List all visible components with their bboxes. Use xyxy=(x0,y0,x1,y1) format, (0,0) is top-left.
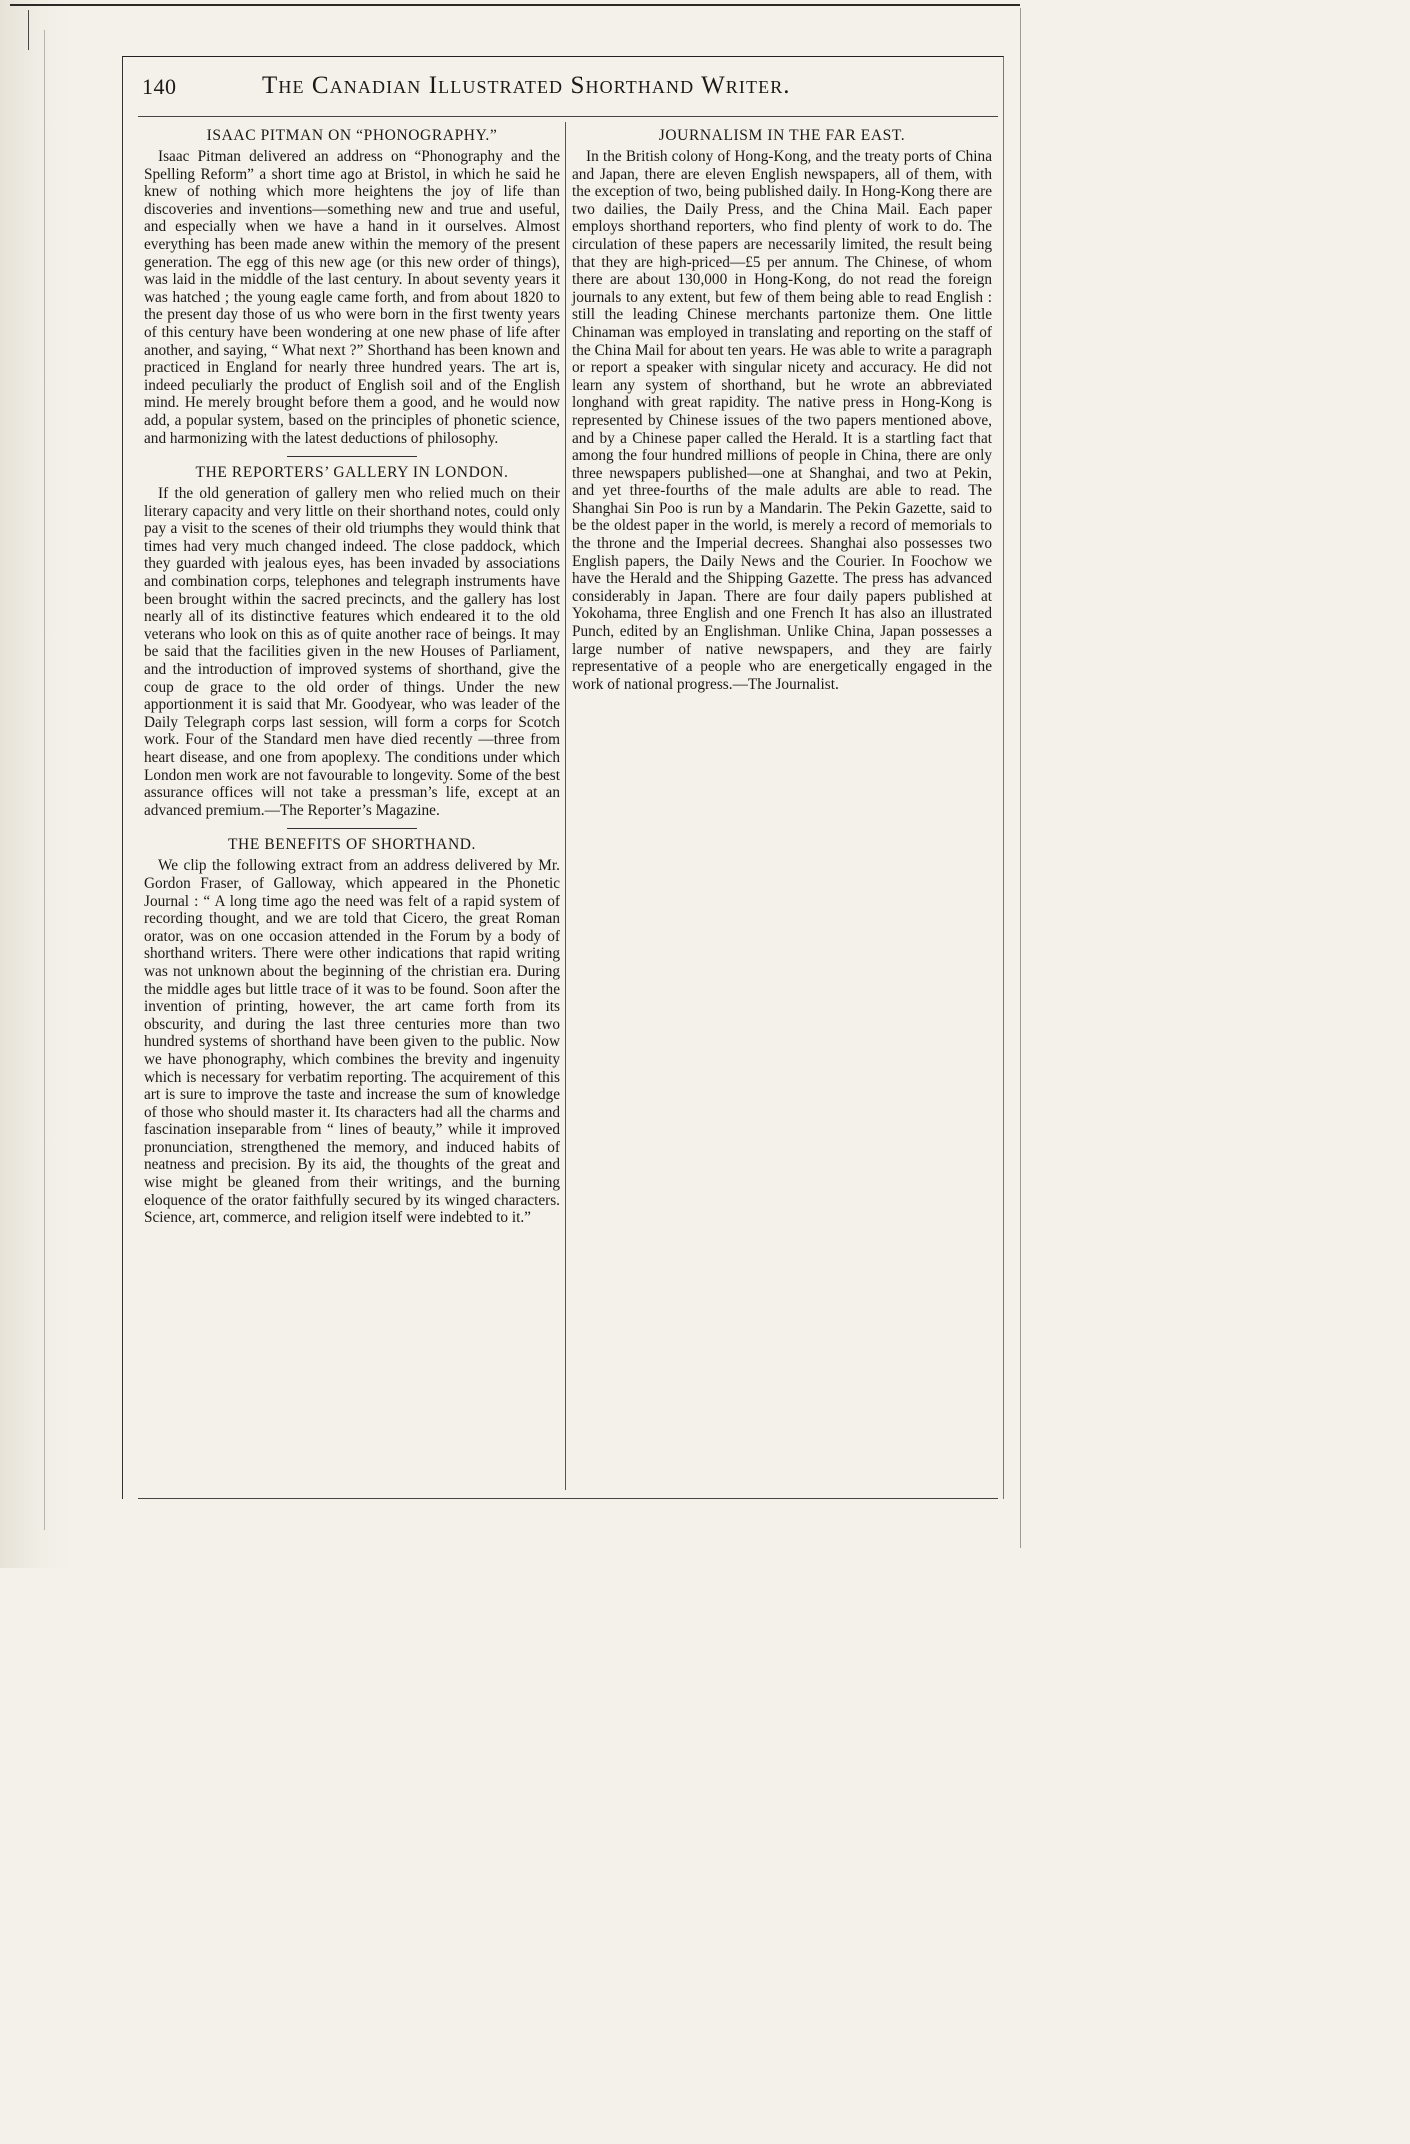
right-column xyxy=(572,122,992,693)
article-isaac-pitman xyxy=(144,126,560,447)
article-title: THE REPORTERS’ GALLERY IN LONDON. xyxy=(195,464,509,482)
article-paragraph: In the British colony of Hong-Kong, and the treaty ports of China and Japan, there are eleven English newspapers, all of them, with the exception of two, being published daily. In Hong-Kong there are two dailies, the Daily Press, and the China Mail. Each paper employs shorthand reporters, who find plenty of work to do. The circulation of these papers are necessarily limited, the result being that they are high-priced—£5 per annum. The Chinese, of whom there are about 130,000 in Hong-Kong, do not read the foreign journals to any extent, but few of them being able to read English : still the leading Chinese merchants partonize them. One little Chinaman was employed in translating and reporting on the staff of the China Mail for about ten years. He was able to write a paragraph or report a speaker with singular nicety and accuracy. He did not learn any system of shorthand, but he wrote an abbreviated longhand with great rapidity. The native press in Hong-Kong is represented by Chinese issues of the two papers mentioned above, and by a Chinese paper called the Herald. It is a startling fact that among the four hundred millions of people in China, there are only three newspapers published—one at Shanghai, and two at Pekin, and yet three-fourths of the male adults are able to read. The Shanghai Sin Poo is run by a Mandarin. The Pekin Gazette, said to be the oldest paper in the world, is merely a record of memorials to the throne and the Imperial decrees. Shanghai also possesses two English papers, the Daily News and the Courier. In Foochow we have the Herald and the Shipping Gazette. The press has advanced considerably in Japan. There are four daily papers published at Yokohama, three English and one French It has also an illustrated Punch, edited by an Englishman. Unlike China, Japan possesses a large number of native newspapers, and they are fairly representative of a people who are energetically engaged in the work of national progress.—The Journalist. xyxy=(572,148,992,693)
article-paragraph: We clip the following extract from an address delivered by Mr. Gordon Fraser, of Galloway, which appeared in the Phonetic Journal : “ A long time ago the need was felt of a rapid system of recording thought, and we are told that Cicero, the great Roman orator, was on one occasion attended in the Forum by a body of shorthand writers. There were other indications that rapid writing was not unknown about the beginning of the christian era. During the middle ages but little trace of it was to be found. Soon after the invention of printing, however, the art came forth from its obscurity, and during the last three centuries more than two hundred systems of shorthand have been given to the public. Now we have phonography, which combines the brevity and ingenuity which is necessary for verbatim reporting. The acquirement of this art is sure to improve the taste and increase the sum of knowledge of those who should master it. Its characters had all the charms and fascination inseparable from “ lines of beauty,” while it improved pronunciation, strengthened the memory, and induced habits of neatness and precision. By its aid, the thoughts of the great and wise might be gleaned from their writings, and the burning eloquence of the orator faithfully secured by its winged characters. Science, art, commerce, and religion itself were indebted to it.” xyxy=(144,857,560,1227)
header-rule xyxy=(138,116,998,117)
running-title: The Canadian Illustrated Shorthand Writer. xyxy=(262,72,791,99)
article-reporters-gallery xyxy=(144,463,560,819)
article-benefits-of-shorthand xyxy=(144,835,560,1226)
left-column xyxy=(144,122,560,1227)
scan-top-rule xyxy=(10,4,1020,6)
article-journalism-far-east xyxy=(572,126,992,693)
article-title: THE BENEFITS OF SHORTHAND. xyxy=(227,836,477,854)
article-paragraph: Isaac Pitman delivered an address on “Phonography and the Spelling Reform” a short time ago at Bristol, in which he said he knew of nothing which more heightens the joy of life than discoveries and inventions—something new and true and useful, and especially when we have a hand in it ourselves. Almost everything has been made anew within the memory of the present generation. The egg of this new age (or this new order of things), was laid in the middle of the last century. In about seventy years it was hatched ; the young eagle came forth, and from about 1820 to the present day those of us who were born in the first twenty years of this century have been wondering at one new phase of life after another, and saying, “ What next ?” Shorthand has been known and practiced in England for nearly three hundred years. The art is, indeed peculiarly the product of English soil and of the English mind. He merely brought before them a good, and he would now add, a popular system, based on the principles of phonetic science, and harmonizing with the latest deductions of philosophy. xyxy=(144,148,560,447)
section-divider xyxy=(287,828,417,829)
page-number: 140 xyxy=(142,74,177,99)
article-title: JOURNALISM IN THE FAR EAST. xyxy=(658,127,906,144)
article-paragraph: If the old generation of gallery men who relied much on their literary capacity and very little on their shorthand notes, could only pay a visit to the scenes of their old triumphs they would think that times had very much changed indeed. The close paddock, which they guarded with jealous eyes, has been invaded by associations and combination corps, telephones and telegraph instruments have been brought within the sacred precincts, and the gallery has lost nearly all of its distinctive features which endeared it to the old veterans who look on this as of quite another race of beings. It may be said that the facilities given in the new Houses of Parliament, and the introduction of improved systems of shorthand, give the coup de grace to the old order of things. Under the new apportionment it is said that Mr. Goodyear, who was leader of the Daily Telegraph corps last session, will form a corps for Scotch work. Four of the Standard men have died recently —three from heart disease, and one from apoplexy. The conditions under which London men work are not favourable to longevity. Some of the best assurance offices will not take a pressman’s life, except at an advanced premium.—The Reporter’s Magazine. xyxy=(144,485,560,819)
scan-mark xyxy=(44,30,45,1530)
column-divider xyxy=(565,122,566,1490)
scan-mark xyxy=(28,10,29,50)
scan-margin xyxy=(0,0,70,1568)
section-divider xyxy=(287,456,417,457)
footer-rule xyxy=(138,1498,998,1499)
article-title: ISAAC PITMAN ON “PHONOGRAPHY.” xyxy=(206,127,498,144)
page-header xyxy=(140,70,996,106)
scan-mark xyxy=(1020,8,1021,1548)
